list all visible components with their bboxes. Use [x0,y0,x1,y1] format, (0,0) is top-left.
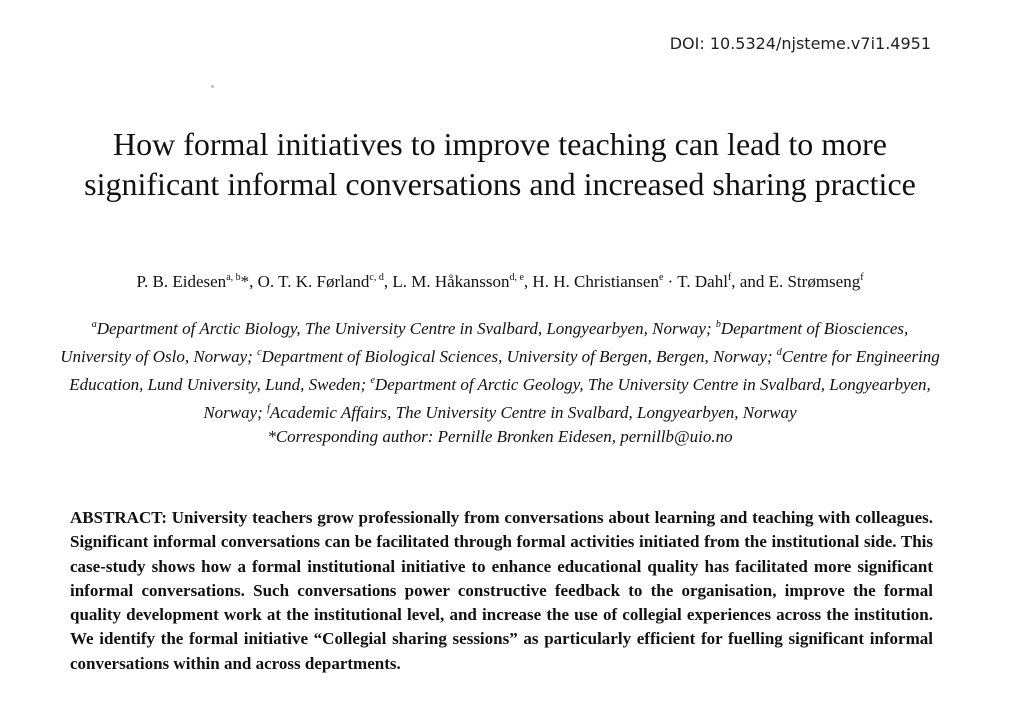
author: P. B. Eidesen$^{a, b}$*, [136,272,258,291]
affiliation: $^b$Department of Biosciences, University of Oslo, Norway; [60,319,909,366]
affiliations [60,313,940,449]
affiliation: $^c$Department of Biological Sciences, University of Bergen, Bergen, Norway; [257,347,777,366]
author: E. Strømseng$^f$ [768,272,864,291]
author: L. M. Håkansson$^{d, e}$, [392,272,533,291]
abstract-label: ABSTRACT: [70,508,167,527]
paper-title: How formal initiatives to improve teaching can lead to more significant informal conversations and increased sharing practice [84,126,916,202]
abstract [70,506,933,676]
affiliation: $^f$Academic Affairs, The University Centre in Svalbard, Longyearbyen, Norway [267,403,797,422]
affiliation: $^a$Department of Arctic Biology, The University Centre in Svalbard, Longyearbyen, Norway; [91,319,716,338]
author-list [80,266,920,293]
affiliation: $^e$Department of Arctic Geology, The University Centre in Svalbard, Longyearbyen, Norway; [203,375,931,422]
corresponding-author: *Corresponding author: Pernille Bronken Eidesen, pernillb@uio.no [267,427,733,446]
author: H. H. Christiansen$^e$ · [532,272,678,291]
affiliation: $^d$Centre for Engineering Education, Lund University, Lund, Sweden; [69,347,940,394]
scan-speck [211,85,214,88]
author: T. Dahl$^f$, and [677,272,769,291]
doi-label: DOI: 10.5324/njsteme.v7i1.4951 [669,34,931,53]
author: O. T. K. Førland$^{c, d}$, [257,272,393,291]
abstract-text: University teachers grow professionally from conversations about learning and teaching with colleagues. Significant informal conversations can be facilitated through formal activities initiated from the institutional side. This case-study shows how a formal institutional initiative to enhance educational quality has facilitated more significant informal conversations. Such conversations power constructive feedback to the organisation, improve the formal quality development work at the institutional level, and increase the use of collegial experiences across the institution. We identify the formal initiative “Collegial sharing sessions” as particularly efficient for fuelling significant informal conversations within and across departments. [70,508,934,673]
